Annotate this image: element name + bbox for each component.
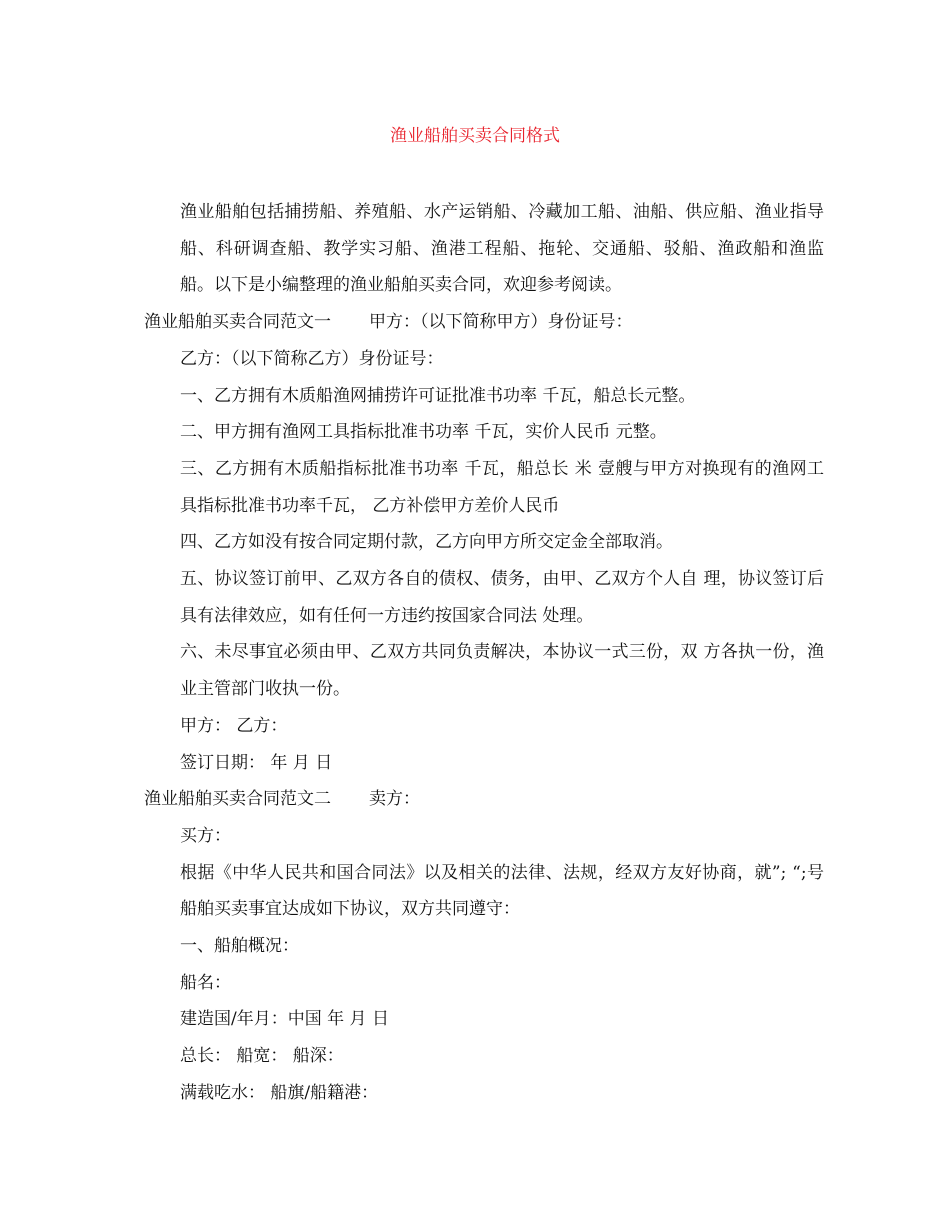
party-a-line: 甲方：（以下简称甲方）身份证号： bbox=[369, 312, 633, 333]
seller-line: 卖方： bbox=[369, 789, 420, 810]
sample1-heading-line bbox=[144, 304, 824, 341]
section-1-heading: 一、船舶概况： bbox=[180, 936, 299, 957]
sample2-heading-line bbox=[144, 781, 824, 818]
sample1-heading: 渔业船舶买卖合同范文一 bbox=[144, 312, 331, 333]
document-title: 渔业船舶买卖合同格式 bbox=[390, 126, 560, 146]
built-line: 建造国/年月：中国 年 月 日 bbox=[180, 1009, 389, 1030]
sample2-heading: 渔业船舶买卖合同范文二 bbox=[144, 789, 331, 810]
dimensions-line: 总长： 船宽： 船深： bbox=[180, 1046, 344, 1067]
preamble-paragraph: 根据《中华人民共和国合同法》以及相关的法律、法规，经双方友好协商，就”; “;号船舶买卖事宜达成如下协议，双方共同遵守： bbox=[180, 862, 824, 920]
intro-paragraph: 渔业船舶包括捕捞船、养殖船、水产运销船、冷藏加工船、油船、供应船、渔业指导船、科研调查船、教学实习船、渔港工程船、拖轮、交通船、驳船、渔政船和渔监船。以下是小编整理的渔业船舶买卖合同，欢迎参考阅读。 bbox=[180, 202, 824, 296]
sign-date-line: 签订日期： 年 月 日 bbox=[180, 752, 333, 773]
clause-2: 二、甲方拥有渔网工具指标批准书功率 千瓦，实价人民币 元整。 bbox=[180, 422, 667, 443]
ship-name-line: 船名： bbox=[180, 972, 231, 993]
draft-flag-line: 满载吃水： 船旗/船籍港： bbox=[180, 1082, 379, 1103]
clause-6: 六、未尽事宜必须由甲、乙双方共同负责解决，本协议一式三份，双 方各执一份，渔业主管部门收执一份。 bbox=[180, 642, 824, 700]
clause-5: 五、协议签订前甲、乙双方各自的债权、债务，由甲、乙双方个人自 理，协议签订后具有法律效应，如有任何一方违约按国家合同法 处理。 bbox=[180, 569, 824, 626]
clause-4: 四、乙方如没有按合同定期付款，乙方向甲方所交定金全部取消。 bbox=[180, 532, 673, 553]
document-body bbox=[144, 194, 824, 1112]
party-b-line: 乙方：（以下简称乙方）身份证号： bbox=[180, 348, 444, 369]
buyer-line: 买方： bbox=[180, 825, 231, 846]
signature-line: 甲方： 乙方： bbox=[180, 715, 288, 736]
clause-1: 一、乙方拥有木质船渔网捕捞许可证批准书功率 千瓦，船总长元整。 bbox=[180, 385, 696, 406]
clause-3: 三、乙方拥有木质船指标批准书功率 千瓦，船总长 米 壹艘与甲方对换现有的渔网工具指标批准书功率千瓦， 乙方补偿甲方差价人民币 bbox=[180, 458, 824, 516]
